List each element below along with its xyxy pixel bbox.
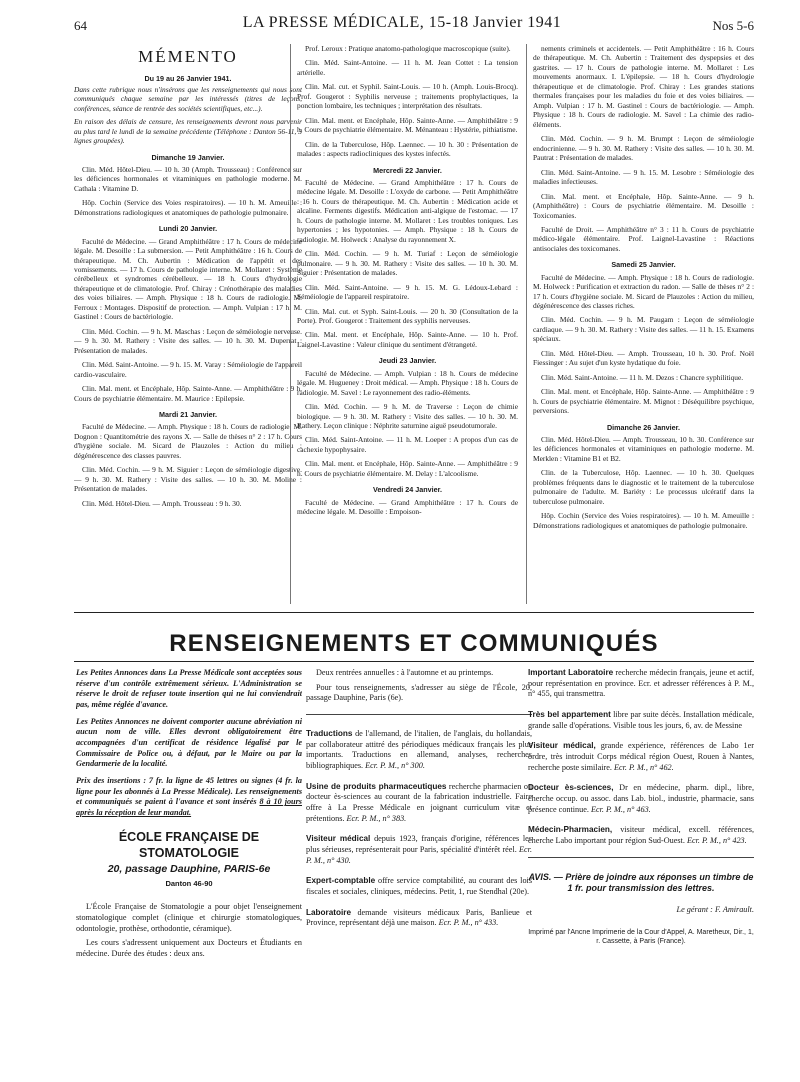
ad-title: Usine de produits pharmaceutiques (306, 781, 447, 791)
gerant-signature: Le gérant : F. Amirault. (676, 904, 754, 914)
school-paragraph: Les cours s'adressent uniquement aux Docteurs et Étudiants en médecine. Durée des études : deux ans. (76, 938, 302, 959)
memento-entry: Clin. Méd. Cochin. — 9 h. M. Paugam : Leçon de séméiologie cardiaque. — 9 h. 30. M. Rathery : Visite des salles. — 11 h. 15. Examens spéciaux. (533, 315, 754, 344)
ad-text: libre par suite décès. Installation médicale, grande salle d'opérations. Visible tous les jours, 6, av. de Messine (528, 709, 754, 730)
memento-entry: Clin. Mal. ment. et Encéphale, Hôp. Sainte-Anne. — Amphithéâtre : 9 h. Cours de psychiatrie élémentaire. M. Maurice : Epilepsie. (74, 384, 302, 403)
classifieds-column-1 (76, 668, 302, 1078)
memento-entry: Prof. Leroux : Pratique anatomo-pathologique macroscopique (suite). (305, 44, 511, 53)
memento-intro: Dans cette rubrique nous n'insérons que les renseignements qui nous sont communiqués chaque semaine par les intéressés (titres de leçons, conférences, séance de rentrée des sociétés scientifiques, etc...). (74, 84, 302, 113)
memento-entry: Clin. Méd. Cochin. — 9 h. M. Siguier : Leçon de séméiologie digestive. — 9 h. 30. M. Rathery : Visite des salles. — 10 h. 30. M. Moline : Présentation de malades. (74, 465, 302, 494)
ad-reference: Ecr. P. M., n° 430. (306, 844, 532, 865)
school-title: ÉCOLE FRANÇAISE DE STOMATOLOGIE (118, 829, 260, 860)
ads-list (528, 668, 754, 847)
memento-entry: Clin. Méd. Hôtel-Dieu. — Amph. Trousseau, 10 h. 30. Conférence sur les déficiences hormonales et vitaminiques en pathologie moderne. M. Merklen : Vitamine B1 et B2. (533, 434, 754, 463)
notice-paragraph: Les Petites Annonces ne doivent comporter aucune abréviation ni aucun nom de ville. Elles devront obligatoirement être accompagnées d'un certificat de résidence légalisé par le Commissaire de Police ou, à défaut, par le Maire ou par la Gendarmerie de la localité. (76, 716, 302, 769)
memento-entry: Faculté de Médecine. — Grand Amphithéâtre : 17 h. Cours de médecine légale. M. Desoille : L'oxyde de carbone. — Petit Amphithéâtre : 16 h. Cours de thérapeutique. M. Ch. Aubertin : Médication acide et alcaline. Ferments digestifs. Médication anti-algique de l'estomac. — 17 h. Cours de pathologie interne. M. Mollaret : Les troubles toniques. Les hypertonies ; les hypotonies. — Amph. Physique : 18 h. Cours de radiologie. M. Holweck : Analyse du rayonnement X. (297, 177, 518, 244)
classified-ad (528, 668, 754, 700)
memento-title: MÉMENTO (138, 47, 238, 66)
ad-text: Dr en médecine, pharm. dipl., libre, cherche occup. ou assoc. dans Lab. biol., industrie, pharmacie, sans présence continue. (528, 783, 754, 814)
classified-ad (306, 876, 532, 897)
memento-column-3 (526, 44, 754, 604)
school-phone: Danton 46-90 (165, 878, 213, 888)
classified-ad (528, 741, 754, 773)
ad-text: depuis 1923, français d'origine, références les plus sérieuses, représenterait pour Paris, spécialité d'intérêt réel. (306, 834, 532, 854)
memento-entry: Clin. Mal. cut. et Syphil. Saint-Louis. — 10 h. (Amph. Louis-Brocq). Prof. Gougerot : Syphilis nerveuse ; traitements prophylactiques, la ponction lombaire, les techniques ; interprétation des résultats. (297, 82, 518, 111)
classified-ad (306, 908, 532, 929)
ad-text: recherche médecin français, jeune et actif, pour représentation en province. Ecr. et adresser références à P. M., n° 455, qui transmettra. (528, 668, 754, 699)
ad-text: offre service comptabilité, au courant des lois fiscales et sociales, cliniques, médecins. Petit, 1, rue Stendhal (20e). (306, 876, 532, 896)
day-heading: Dimanche 19 Janvier. (151, 152, 225, 162)
memento-entry: Clin. Méd. Saint-Antoine. — 9 h. 15. M. G. Lédoux-Lebard : Séméiologie de l'appareil respiratoire. (297, 282, 518, 302)
issue-number: Nos 5-6 (712, 18, 754, 33)
ad-title: Médecin-Pharmacien, (528, 825, 613, 835)
ad-title: Très bel appartement (528, 709, 611, 719)
school-paragraph: Deux rentrées annuelles : à l'automne et au printemps. (316, 668, 494, 677)
ad-title: Expert-comptable (306, 876, 376, 886)
memento-section (50, 44, 754, 604)
memento-entry: Clin. Méd. Saint-Antoine. — 11 h. M. Loeper : A propos d'un cas de cachexie hypophysaire. (297, 435, 518, 454)
memento-entry: Clin. Méd. Saint-Antoine. — 9 h. 15. M. Varay : Séméiologie de l'appareil cardio-vasculaire. (74, 360, 302, 379)
ads-divider (306, 714, 532, 715)
memento-entry: Clin. Mal. ment. et Encéphale, Hôp. Sainte-Anne. — 10 h. Prof. Laignel-Lavastine : Valeur clinique du sentiment d'étrangeté. (297, 330, 518, 349)
memento-entry: Clin. Mal. ment. et Encéphale, Hôp. Sainte-Anne. — Amphithéâtre : 9 h. Cours de psychiatrie élémentaire. M. Delay : L'alcoolisme. (297, 459, 518, 478)
memento-entry: Clin. Méd. Hôtel-Dieu. — Amph. Trousseau : 9 h. 30. (82, 498, 242, 508)
journal-title: LA PRESSE MÉDICALE, 15-18 Janvier 1941 (242, 14, 562, 31)
memento-entry: nements criminels et accidentels. — Petit Amphithéâtre : 16 h. Cours de thérapeutique. M. Ch. Aubertin : Traitement des dyspepsies et des gastrites. — 17 h. Cours de pathologie interne. M. Mollaret : Les mouvements anormaux. I. L'épilepsie. — 18 h. Cours d'hydrologie thérapeutique et de climatologie. Prof. Chiray : Les grandes stations thermales françaises pour les maladies du foie et des voies biliaires. — Amph. Vulpian : 17 h. M. Gastinel : Cours de bactériologie. — Amph. Physique : 18 h. Cours de radiologie. M. Savel : La chimie des radio-éléments. (533, 44, 754, 129)
memento-entry: Faculté de Médecine. — Grand Amphithéâtre : 17 h. Cours de médecine légale. M. Desoille : La submersion. — Petit Amphithéâtre : 16 h. Cours de thérapeutique. M. Ch. Aubertin : Médication de l'appétit et des vomissements. — 17 h. Cours de pathologie interne. M. Mollaret : Système cérébelleux et syndromes cérébelleux. — 18 h. Cours d'hydrologie thérapeutique et de climatologie. Prof. Chiray : Crénothérapie des maladies des voies biliaires. — Amph. Physique : 18 h. Cours de radiologie. M. Ferroux : Montages. Dispositif de protection. — Amph. Vulpian : 17 h. M. Gastinel : Cours de bactériologie. (74, 236, 302, 322)
notice-pricing-text: Prix des insertions : 7 fr. la ligne de 45 lettres ou signes (4 fr. la ligne pour les abonnés à La Presse Médicale). Les renseignements et communiqués se paient à l'avance et sont insérés (76, 775, 302, 807)
ad-reference: Ecr. P. M., n° 433. (438, 918, 499, 928)
notice-delay-underlined: 8 à 10 jours après la réception de leur mandat. (76, 797, 302, 817)
ad-reference: Ecr. P. M., n° 383. (346, 813, 407, 823)
memento-entry: Clin. Méd. Hôtel-Dieu. — Amph. Trousseau, 10 h. 30. Prof. Noël Fiessinger : Au sujet d'un kyste hydatique du foie. (533, 348, 754, 368)
memento-entry: Faculté de Droit. — Amphithéâtre n° 3 : 11 h. Cours de psychiatrie médico-légale élémentaire. Prof. Laignel-Lavastine : Réactions antisociales des toxicomanes. (533, 224, 754, 253)
memento-col-content (297, 44, 518, 516)
avis-divider (528, 857, 754, 858)
printer-credit: Imprimé par l'Ancne Imprimerie de la Cour d'Appel, A. Maretheux, Dir., 1, r. Cassette, à Paris (France). (528, 928, 754, 945)
memento-intro-deadline: En raison des délais de censure, les renseignements devront nous parvenir au plus tard le lundi de la semaine précédente (Téléphone : Danton 56-11, 3 lignes groupées). (74, 117, 302, 146)
ad-text: visiteur médical, excell. références, cherche Labo important pour région Sud-Ouest. (528, 825, 754, 845)
notice-pricing (76, 776, 302, 819)
memento-entry: Faculté de Médecine. — Amph. Physique : 18 h. Cours de radiologie. M. Dognon : Quantitométrie des rayons X. — Salle de thèses n° 2 : 17 h. Cours d'hygiène sociale. M. Sicard de Plauzoles : Action du milieu ; dégénérescence des classes pauvres. (74, 422, 302, 460)
day-heading: Vendredi 24 Janvier. (372, 485, 443, 495)
memento-entry: Clin. Mal. ment. et Encéphale, Hôp. Sainte-Anne. — Amphithéâtre : 9 h. Cours de psychiatrie élémentaire. M. Mignot : Déséquilibre psychique, perversions. (533, 387, 754, 416)
memento-entry: Clin. Méd. Cochin. — 9 h. M. Maschas : Leçon de séméiologie nerveuse. — 9 h. 30. M. Rathery : Visite des salles. — 10 h. 30. M. Duperrat : Présentation de malades. (74, 326, 302, 355)
ad-title: Visiteur médical (306, 834, 371, 844)
memento-entry: Clin. Méd. Hôtel-Dieu. — 10 h. 30 (Amph. Trousseau) : Conférence sur les déficiences hormonales et vitaminiques en pathologie moderne. M. Cathala : Vitamine D. (74, 165, 302, 193)
memento-col-content (533, 44, 754, 530)
day-heading: Jeudi 23 Janvier. (378, 356, 437, 366)
ad-text: de l'allemand, de l'italien, de l'anglais, du hollandais, par collaborateur attitré des périodiques médicaux français les plus importants. Traductions en allemand, analyses, recherches bibliographiques. (306, 728, 532, 770)
day-heading: Mardi 21 Janvier. (159, 410, 217, 420)
memento-entry: Clin. Mal. ment. et Encéphale, Hôp. Sainte-Anne. — 9 h. (Amphithéâtre) : Cours de psychiatrie élémentaire. M. Desoille : Toxicomanies. (533, 191, 754, 220)
ad-text: demande visiteurs médicaux Paris, Banlieue et Province, représentant déjà une maison. (306, 907, 532, 928)
memento-entry: Faculté de Médecine. — Grand Amphithéâtre : 17 h. Cours de médecine légale. M. Desoille : Empoison- (297, 497, 518, 516)
classified-ad (306, 729, 532, 772)
memento-column-2 (290, 44, 518, 604)
memento-entry: Clin. Mal. cut. et Syph. Saint-Louis. — 20 h. 30 (Consultation de la Porte). Prof. Gougerot : Traitement des syphilis nerveuses. (297, 306, 518, 325)
classified-ad (306, 834, 532, 866)
ad-text: grande expérience, références de Labo 1er ordre, très introduit Corps médical région Ouest, Rouen à Nantes, recherche poste similaire. (528, 741, 754, 772)
school-paragraph: L'École Française de Stomatologie a pour objet l'enseignement stomatologique complet (clinique et chirurgie stomatologiques, odontologie, prothèse, orthodontie, céramique). (76, 902, 302, 933)
page-header (50, 14, 754, 36)
memento-column-1 (74, 44, 302, 604)
classified-ad (528, 825, 754, 846)
memento-entry: Clin. Méd. Saint-Antoine. — 11 h. M. Jean Cottet : La tension artérielle. (297, 58, 518, 77)
classifieds-section (50, 668, 754, 1082)
day-heading: Lundi 20 Janvier. (158, 224, 218, 234)
classifieds-column-2 (306, 668, 532, 1078)
day-heading: Samedi 25 Janvier. (611, 260, 676, 270)
memento-entry: Clin. Méd. Saint-Antoine. — 9 h. 15. M. Lesobre : Séméiologie des maladies infectieuses. (533, 167, 754, 187)
ad-reference: Ecr. P. M., n° 463. (590, 804, 651, 814)
ad-text: recherche pharmacien ou docteur ès-sciences au courant de la fabrication industrielle. Faire offre à La Presse Médicale en joignant curriculum vitæ et prétentions. (306, 781, 532, 823)
day-heading: Dimanche 26 Janvier. (606, 422, 681, 432)
ad-title: Traductions (306, 728, 353, 738)
classifieds-column-3 (528, 668, 754, 1078)
classified-ad (528, 710, 754, 731)
ad-title: Important Laboratoire (528, 668, 614, 677)
memento-dates: Du 19 au 26 Janvier 1941. (144, 73, 232, 83)
memento-col-content (74, 153, 302, 508)
memento-entry: Clin. Méd. Cochin. — 9 h. M. de Traverse : Leçon de chimie biologique. — 9 h. 30. M. Rathery : Visite des salles. — 10 h. 30. M. Rathery. Leçon clinique : Néphrite saturnine aiguë pseudotumorale. (297, 402, 518, 430)
ad-reference: Ecr. P. M., n° 462. (613, 762, 674, 772)
memento-entry: Clin. Mal. ment. et Encéphale, Hôp. Sainte-Anne. — Amphithéâtre : 9 h. Cours de psychiatrie élémentaire. M. Ménanteau : Hystérie, pithiatisme. (297, 115, 518, 135)
memento-entry: Clin. de la Tuberculose, Hôp. Laennec. — 10 h. 30 : Présentation de malades : aspects radiocliniques des kystes infectés. (297, 139, 518, 159)
section-rule-top (74, 612, 754, 613)
memento-entry: Clin. Méd. Cochin. — 9 h. M. Turiaf : Leçon de séméiologie pulmonaire. — 9 h. 30. M. Rathery : Visite des salles. — 10 h. 30. M. Siguier : Présentation de malades. (297, 249, 518, 278)
classified-ad (306, 782, 532, 825)
ad-title: Laboratoire (306, 907, 352, 917)
school-address: 20, passage Dauphine, PARIS-6e (107, 863, 271, 876)
memento-entry: Hôp. Cochin (Service des Voies respiratoires). — 10 h. M. Ameuille : Démonstrations radiologiques et anatomiques de pathologie pulmonaire. (533, 511, 754, 530)
ad-title: Docteur ès-sciences, (528, 783, 614, 793)
ad-reference: Ecr. P. M., n° 300. (365, 760, 425, 770)
memento-entry: Clin. Méd. Cochin. — 9 h. M. Brumpt : Leçon de séméiologie endocrinienne. — 9 h. 30. M. Rathery : Visite des salles. — 10 h. 30. M. Pautrat : Présentation de malades. (533, 134, 754, 163)
memento-entry: Clin. de la Tuberculose, Hôp. Laennec. — 10 h. 30. Quelques problèmes fréquents dans le diagnostic et le traitement de la tuberculose pulmonaire de l'adulte. M. Bariéty : Le processus ulcératif dans la tuberculose pulmonaire. (533, 468, 754, 506)
memento-entry: Faculté de Médecine. — Amph. Physique : 18 h. Cours de radiologie. M. Holweck : Purification et extraction du radon. — Salle de thèses n° 2 : 17 h. Cours d'hygiène sociale. M. Sicard de Plauzoles : Action du milieu, dégénérescence des classes riches. (533, 272, 754, 310)
memento-entry: Faculté de Médecine. — Amph. Vulpian : 18 h. Cours de médecine légale. M. Hugueney : Droit médical. — Amph. Physique : 18 h. Cours de radiologie. M. Savel : Le rayonnement des radio-éléments. (297, 368, 518, 397)
ad-title: Visiteur médical, (528, 741, 596, 751)
memento-entry: Clin. Méd. Saint-Antoine. — 11 h. M. Dezos : Chancre syphilitique. (541, 372, 744, 382)
section-rule-bottom (74, 661, 754, 662)
notice-paragraph: Les Petites Annonces dans La Presse Médicale sont acceptées sous réserve d'un contrôle extrêmement sérieux. L'Administration se réserve le droit de refuser toute insertion qui ne lui conviendrait pas, même réglée d'avance. (76, 668, 302, 709)
ads-list (306, 729, 532, 929)
classified-ad (528, 783, 754, 815)
section-title: RENSEIGNEMENTS ET COMMUNIQUÉS (169, 630, 659, 657)
school-paragraph: Pour tous renseignements, s'adresser au siège de l'École, 20, passage Dauphine, Paris (6e). (306, 682, 532, 703)
day-heading: Mercredi 22 Janvier. (373, 165, 442, 175)
page-number: 64 (74, 18, 87, 33)
memento-entry: Hôp. Cochin (Service des Voies respiratoires). — 10 h. M. Ameuille : Démonstrations radiologiques et anatomiques de pathologie pulmonaire. (74, 198, 302, 217)
avis-notice: AVIS. — Prière de joindre aux réponses un timbre de 1 fr. pour transmission des lettres. (528, 871, 754, 894)
ad-reference: Ecr. P. M., n° 423. (686, 835, 747, 845)
